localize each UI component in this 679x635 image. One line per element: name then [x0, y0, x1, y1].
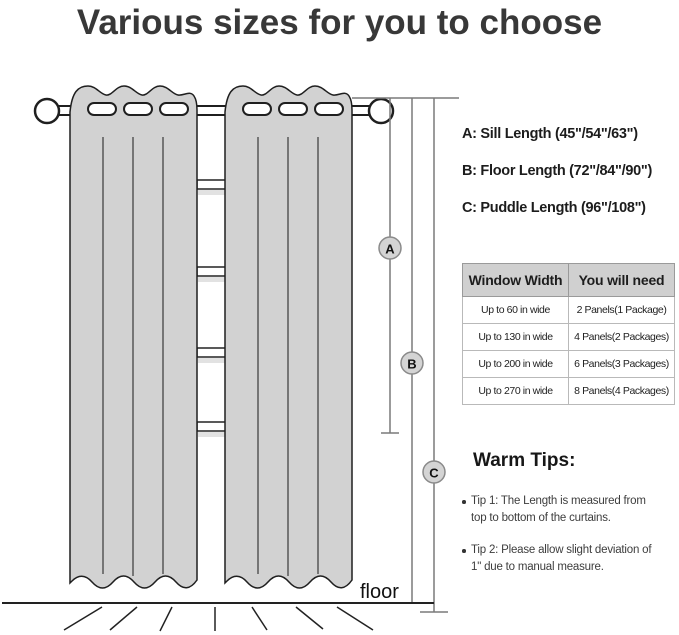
window-pane-shadow — [198, 190, 226, 195]
window-pane-shadow — [198, 277, 226, 282]
column-header-you-will-need: You will need — [569, 264, 675, 297]
table-cell: 8 Panels(4 Packages) — [569, 378, 675, 405]
table-cell: 2 Panels(1 Package) — [569, 297, 675, 324]
grommet — [160, 103, 188, 115]
panels-needed-table — [462, 263, 675, 405]
tip-item-2 — [461, 542, 679, 575]
length-option-a: A: Sill Length (45"/54"/63") — [462, 126, 638, 142]
floor-hatch — [110, 607, 137, 630]
table-cell: Up to 60 in wide — [463, 297, 569, 324]
length-option-c: C: Puddle Length (96"/108") — [462, 200, 646, 216]
page-title: Various sizes for you to choose — [76, 3, 603, 42]
window-pane-bar — [197, 180, 227, 189]
marker-label-c: C — [429, 465, 439, 481]
grommet — [243, 103, 271, 115]
floor-hatch — [160, 607, 172, 631]
table-cell: Up to 270 in wide — [463, 378, 569, 405]
curtain-diagram — [0, 80, 462, 635]
table-cell: Up to 200 in wide — [463, 351, 569, 378]
tip-line: Tip 2: Please allow slight deviation of — [471, 544, 652, 556]
marker-label-a: A — [385, 241, 395, 257]
window-pane-shadow — [198, 432, 226, 437]
bullet-dot-icon — [462, 549, 466, 553]
floor-hatch — [252, 607, 267, 630]
tip-line: top to bottom of the curtains. — [471, 511, 611, 524]
table-cell: 6 Panels(3 Packages) — [569, 351, 675, 378]
floor-hatches — [64, 607, 373, 631]
table-header-row — [463, 264, 675, 297]
grommets-left — [88, 103, 188, 115]
window-pane-shadow — [198, 358, 226, 363]
floor — [2, 581, 434, 631]
table-row — [463, 351, 675, 378]
grommets-right — [243, 103, 343, 115]
floor-hatch — [337, 607, 373, 630]
window — [197, 94, 227, 586]
window-glass — [198, 94, 226, 586]
table-row — [463, 378, 675, 405]
grommet — [279, 103, 307, 115]
marker-label-b: B — [407, 356, 417, 372]
warm-tips-list — [461, 493, 679, 591]
column-header-window-width: Window Width — [463, 264, 569, 297]
floor-hatch — [64, 607, 102, 630]
tip-item-1 — [461, 493, 679, 526]
window-pane-bar — [197, 348, 227, 357]
bullet-dot-icon — [462, 500, 466, 504]
tip-line: Tip 1: The Length is measured from — [471, 495, 646, 507]
table-row — [463, 297, 675, 324]
table-cell: 4 Panels(2 Packages) — [569, 324, 675, 351]
floor-label: floor — [360, 581, 399, 603]
rod-finial-left — [35, 99, 59, 123]
table-row — [463, 324, 675, 351]
window-pane-bar — [197, 267, 227, 276]
warm-tips-heading: Warm Tips: — [473, 450, 576, 471]
window-pane-bar — [197, 422, 227, 431]
floor-hatch — [296, 607, 323, 629]
length-options — [462, 126, 652, 237]
curtain-panel-right — [225, 86, 352, 588]
grommet — [88, 103, 116, 115]
table-cell: Up to 130 in wide — [463, 324, 569, 351]
length-option-b: B: Floor Length (72"/84"/90") — [462, 163, 652, 179]
grommet — [124, 103, 152, 115]
tip-line: 1" due to manual measure. — [471, 560, 604, 573]
grommet — [315, 103, 343, 115]
curtain-panel-left — [70, 86, 197, 588]
